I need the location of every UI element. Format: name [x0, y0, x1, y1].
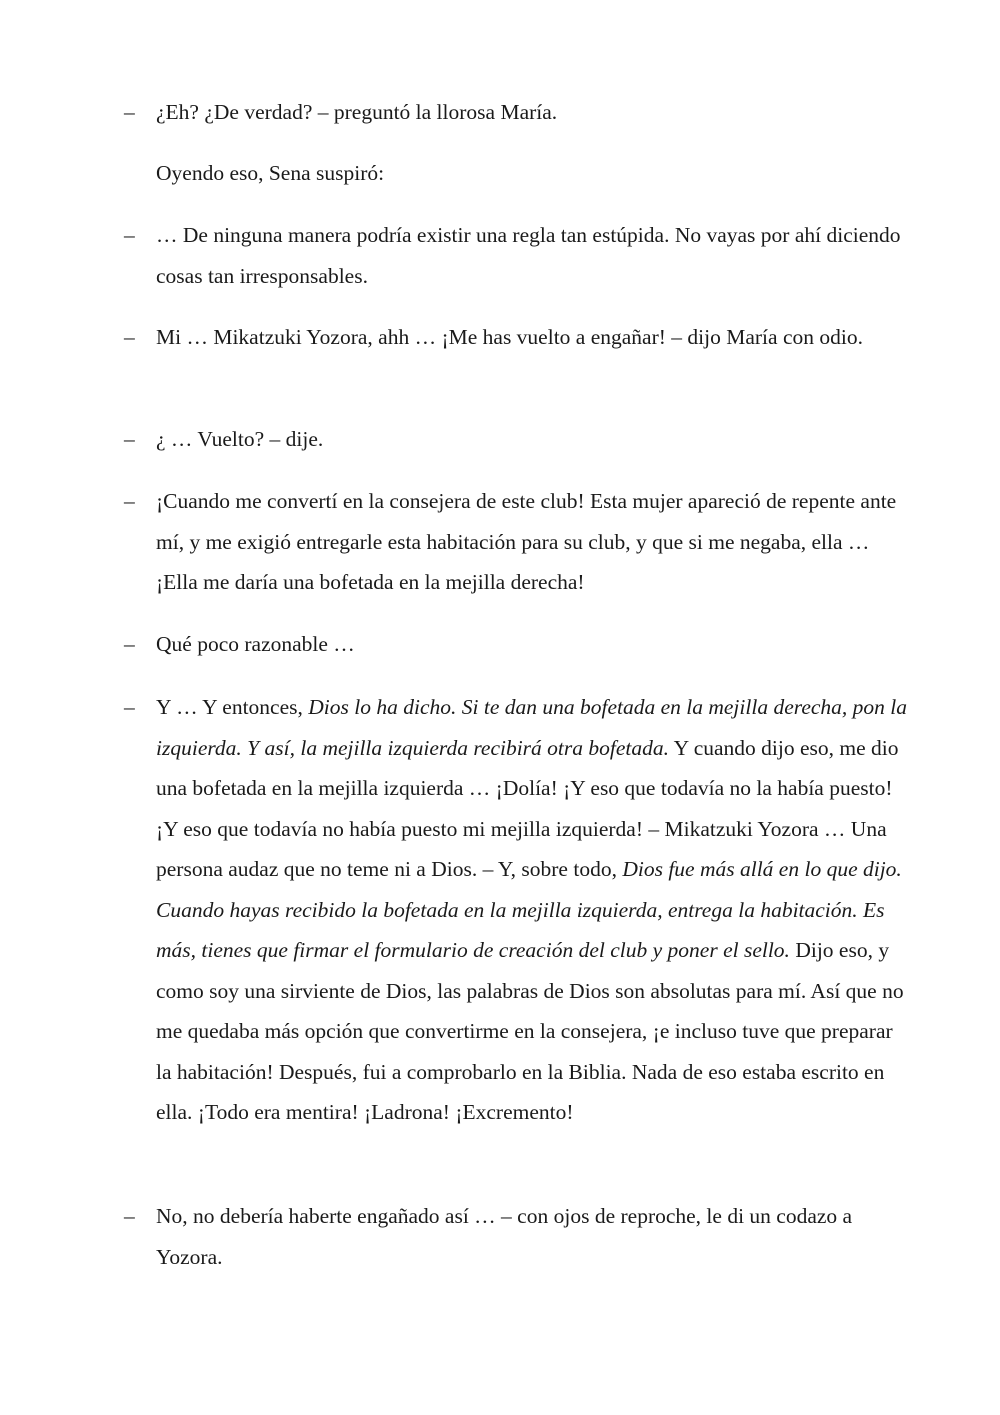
italic-quote: Dios fue más allá en lo que dijo. Cuando hayas recibido la bofetada en la mejilla izquierda, entrega la habitación. Es más, tienes que firmar el formulario de creación del club y poner el sello. — [156, 857, 902, 962]
paragraph-text: Oyendo eso, Sena suspiró: — [156, 161, 385, 185]
paragraph-7 — [124, 624, 912, 665]
dialogue-dash: – — [124, 427, 135, 451]
paragraph-9 — [124, 1196, 912, 1277]
paragraph-4 — [124, 317, 912, 358]
paragraph-text: Y cuando dijo eso, me dio una bofetada en la mejilla izquierda … ¡Dolía! ¡Y eso que todavía no la había puesto! ¡Y eso que todavía no había puesto mi mejilla izquierda! – Mikatzuki Yozora … Una persona audaz que no teme ni a Dios. – Y, sobre todo, — [156, 735, 899, 881]
paragraph-text: No, no debería haberte engañado así … – con ojos de reproche, le di un codazo a Yozora. — [156, 1204, 853, 1269]
paragraph-text: Y … Y entonces, — [156, 695, 309, 719]
paragraph-2 — [156, 153, 912, 194]
dialogue-dash: – — [124, 1204, 135, 1228]
italic-quote: Dios lo ha dicho. Si te dan una bofetada en la mejilla derecha, pon la izquierda. Y así, la mejilla izquierda recibirá otra bofetada. — [156, 695, 908, 760]
paragraph-5 — [124, 419, 912, 460]
paragraph-text: Qué poco razonable … — [156, 632, 355, 656]
dialogue-dash: – — [124, 100, 135, 124]
paragraph-1 — [124, 92, 912, 133]
paragraph-text: … De ninguna manera podría existir una regla tan estúpida. No vayas por ahí diciendo cosas tan irresponsables. — [156, 223, 901, 288]
paragraph-8 — [124, 687, 912, 1133]
paragraph-text: ¡Cuando me convertí en la consejera de este club! Esta mujer apareció de repente ante mí, y me exigió entregarle esta habitación para su club, y que si me negaba, ella … ¡Ella me daría una bofetada en la mejilla derecha! — [156, 489, 897, 594]
paragraph-text: Mi … Mikatzuki Yozora, ahh … ¡Me has vuelto a engañar! – dijo María con odio. — [156, 325, 863, 349]
paragraph-text: ¿ … Vuelto? – dije. — [156, 427, 324, 451]
paragraph-text: ¿Eh? ¿De verdad? – preguntó la llorosa María. — [156, 100, 558, 124]
dialogue-dash: – — [124, 325, 135, 349]
dialogue-dash: – — [124, 223, 135, 247]
paragraph-3 — [124, 215, 912, 296]
dialogue-dash: – — [124, 632, 135, 656]
paragraph-6 — [124, 481, 912, 603]
paragraph-text: Dijo eso, y como soy una sirviente de Dios, las palabras de Dios son absolutas para mí. Así que no me quedaba más opción que convertirme en la consejera, ¡e incluso tuve que preparar la habitación! Después, fui a comprobarlo en la Biblia. Nada de eso estaba escrito en ella. ¡Todo era mentira! ¡Ladrona! ¡Excremento! — [156, 938, 904, 1124]
dialogue-dash: – — [124, 695, 135, 719]
dialogue-dash: – — [124, 489, 135, 513]
